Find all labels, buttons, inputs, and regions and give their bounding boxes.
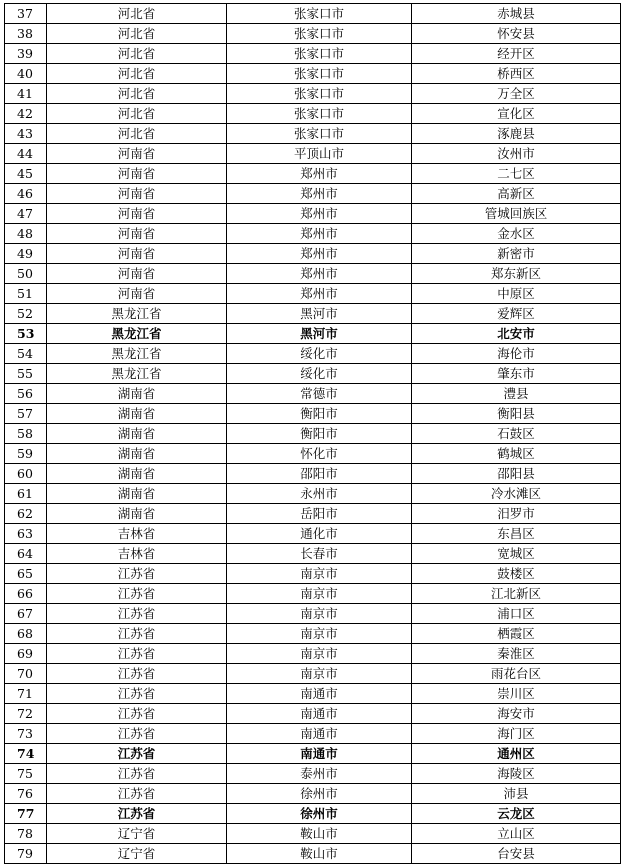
row-number-cell: 68 (5, 624, 47, 644)
province-cell: 湖南省 (47, 484, 227, 504)
county-cell: 鼓楼区 (412, 564, 621, 584)
table-row (5, 104, 621, 124)
province-cell: 黑龙江省 (47, 344, 227, 364)
row-number-cell: 72 (5, 704, 47, 724)
city-cell: 怀化市 (227, 444, 412, 464)
city-cell: 南京市 (227, 584, 412, 604)
city-cell: 邵阳市 (227, 464, 412, 484)
province-cell: 吉林省 (47, 524, 227, 544)
city-cell: 张家口市 (227, 104, 412, 124)
city-cell: 鞍山市 (227, 844, 412, 864)
province-cell: 辽宁省 (47, 824, 227, 844)
county-cell: 汨罗市 (412, 504, 621, 524)
city-cell: 徐州市 (227, 804, 412, 824)
city-cell: 郑州市 (227, 204, 412, 224)
city-cell: 常德市 (227, 384, 412, 404)
table-row (5, 544, 621, 564)
row-number-cell: 53 (5, 324, 47, 344)
row-number-cell: 77 (5, 804, 47, 824)
table-row (5, 244, 621, 264)
province-cell: 黑龙江省 (47, 304, 227, 324)
row-number-cell: 59 (5, 444, 47, 464)
city-cell: 南京市 (227, 624, 412, 644)
row-number-cell: 75 (5, 764, 47, 784)
county-cell: 秦淮区 (412, 644, 621, 664)
table-row (5, 404, 621, 424)
county-cell: 宣化区 (412, 104, 621, 124)
city-cell: 泰州市 (227, 764, 412, 784)
province-cell: 河南省 (47, 244, 227, 264)
county-cell: 海安市 (412, 704, 621, 724)
city-cell: 郑州市 (227, 284, 412, 304)
table-row (5, 504, 621, 524)
table-row (5, 684, 621, 704)
city-cell: 张家口市 (227, 44, 412, 64)
province-cell: 河南省 (47, 224, 227, 244)
county-cell: 石鼓区 (412, 424, 621, 444)
table-row (5, 284, 621, 304)
table-row (5, 364, 621, 384)
county-cell: 管城回族区 (412, 204, 621, 224)
county-cell: 汝州市 (412, 144, 621, 164)
city-cell: 张家口市 (227, 84, 412, 104)
row-number-cell: 54 (5, 344, 47, 364)
row-number-cell: 66 (5, 584, 47, 604)
row-number-cell: 60 (5, 464, 47, 484)
county-cell: 海伦市 (412, 344, 621, 364)
table-row (5, 304, 621, 324)
city-cell: 南京市 (227, 664, 412, 684)
province-cell: 湖南省 (47, 424, 227, 444)
county-cell: 江北新区 (412, 584, 621, 604)
county-cell: 澧县 (412, 384, 621, 404)
province-cell: 江苏省 (47, 724, 227, 744)
table-row (5, 184, 621, 204)
row-number-cell: 67 (5, 604, 47, 624)
county-cell: 肇东市 (412, 364, 621, 384)
table-row (5, 564, 621, 584)
row-number-cell: 70 (5, 664, 47, 684)
city-cell: 绥化市 (227, 344, 412, 364)
city-cell: 黑河市 (227, 304, 412, 324)
city-cell: 南京市 (227, 604, 412, 624)
county-cell: 沛县 (412, 784, 621, 804)
province-cell: 江苏省 (47, 604, 227, 624)
province-cell: 河南省 (47, 164, 227, 184)
county-cell: 海陵区 (412, 764, 621, 784)
table-row (5, 264, 621, 284)
row-number-cell: 73 (5, 724, 47, 744)
city-cell: 郑州市 (227, 244, 412, 264)
region-table-body (5, 4, 621, 864)
province-cell: 江苏省 (47, 784, 227, 804)
row-number-cell: 69 (5, 644, 47, 664)
county-cell: 涿鹿县 (412, 124, 621, 144)
province-cell: 湖南省 (47, 444, 227, 464)
city-cell: 郑州市 (227, 264, 412, 284)
table-row (5, 84, 621, 104)
province-cell: 江苏省 (47, 624, 227, 644)
province-cell: 河南省 (47, 284, 227, 304)
province-cell: 湖南省 (47, 464, 227, 484)
table-row (5, 784, 621, 804)
row-number-cell: 58 (5, 424, 47, 444)
table-row (5, 524, 621, 544)
row-number-cell: 39 (5, 44, 47, 64)
province-cell: 江苏省 (47, 684, 227, 704)
province-cell: 河北省 (47, 44, 227, 64)
province-cell: 湖南省 (47, 504, 227, 524)
row-number-cell: 44 (5, 144, 47, 164)
province-cell: 江苏省 (47, 704, 227, 724)
row-number-cell: 65 (5, 564, 47, 584)
county-cell: 云龙区 (412, 804, 621, 824)
table-row (5, 44, 621, 64)
table-row (5, 744, 621, 764)
county-cell: 新密市 (412, 244, 621, 264)
province-cell: 江苏省 (47, 804, 227, 824)
city-cell: 张家口市 (227, 124, 412, 144)
table-row (5, 844, 621, 864)
county-cell: 衡阳县 (412, 404, 621, 424)
table-row (5, 464, 621, 484)
row-number-cell: 42 (5, 104, 47, 124)
city-cell: 衡阳市 (227, 404, 412, 424)
county-cell: 栖霞区 (412, 624, 621, 644)
county-cell: 东昌区 (412, 524, 621, 544)
province-cell: 江苏省 (47, 664, 227, 684)
province-cell: 河北省 (47, 84, 227, 104)
province-cell: 河南省 (47, 264, 227, 284)
county-cell: 万全区 (412, 84, 621, 104)
county-cell: 北安市 (412, 324, 621, 344)
row-number-cell: 51 (5, 284, 47, 304)
table-row (5, 344, 621, 364)
county-cell: 高新区 (412, 184, 621, 204)
city-cell: 南通市 (227, 684, 412, 704)
county-cell: 冷水滩区 (412, 484, 621, 504)
county-cell: 台安县 (412, 844, 621, 864)
county-cell: 立山区 (412, 824, 621, 844)
city-cell: 长春市 (227, 544, 412, 564)
province-cell: 黑龙江省 (47, 324, 227, 344)
row-number-cell: 41 (5, 84, 47, 104)
row-number-cell: 57 (5, 404, 47, 424)
table-row (5, 384, 621, 404)
city-cell: 通化市 (227, 524, 412, 544)
city-cell: 南京市 (227, 644, 412, 664)
row-number-cell: 46 (5, 184, 47, 204)
table-row (5, 804, 621, 824)
city-cell: 南通市 (227, 724, 412, 744)
city-cell: 张家口市 (227, 24, 412, 44)
table-row (5, 324, 621, 344)
province-cell: 辽宁省 (47, 844, 227, 864)
county-cell: 浦口区 (412, 604, 621, 624)
city-cell: 徐州市 (227, 784, 412, 804)
table-row (5, 164, 621, 184)
province-cell: 黑龙江省 (47, 364, 227, 384)
province-cell: 江苏省 (47, 584, 227, 604)
table-row (5, 144, 621, 164)
row-number-cell: 71 (5, 684, 47, 704)
province-cell: 河南省 (47, 184, 227, 204)
table-row (5, 724, 621, 744)
county-cell: 雨花台区 (412, 664, 621, 684)
row-number-cell: 37 (5, 4, 47, 24)
table-row (5, 484, 621, 504)
province-cell: 江苏省 (47, 764, 227, 784)
row-number-cell: 48 (5, 224, 47, 244)
table-row (5, 224, 621, 244)
row-number-cell: 40 (5, 64, 47, 84)
table-row (5, 764, 621, 784)
row-number-cell: 63 (5, 524, 47, 544)
province-cell: 湖南省 (47, 404, 227, 424)
city-cell: 平顶山市 (227, 144, 412, 164)
city-cell: 永州市 (227, 484, 412, 504)
county-cell: 鹤城区 (412, 444, 621, 464)
table-row (5, 644, 621, 664)
county-cell: 爱辉区 (412, 304, 621, 324)
county-cell: 通州区 (412, 744, 621, 764)
city-cell: 郑州市 (227, 164, 412, 184)
table-row (5, 584, 621, 604)
row-number-cell: 78 (5, 824, 47, 844)
county-cell: 怀安县 (412, 24, 621, 44)
city-cell: 南通市 (227, 704, 412, 724)
city-cell: 黑河市 (227, 324, 412, 344)
county-cell: 邵阳县 (412, 464, 621, 484)
row-number-cell: 74 (5, 744, 47, 764)
province-cell: 河北省 (47, 24, 227, 44)
city-cell: 郑州市 (227, 224, 412, 244)
row-number-cell: 49 (5, 244, 47, 264)
county-cell: 崇川区 (412, 684, 621, 704)
table-row (5, 4, 621, 24)
row-number-cell: 64 (5, 544, 47, 564)
table-row (5, 444, 621, 464)
row-number-cell: 43 (5, 124, 47, 144)
city-cell: 张家口市 (227, 64, 412, 84)
city-cell: 鞍山市 (227, 824, 412, 844)
county-cell: 赤城县 (412, 4, 621, 24)
county-cell: 郑东新区 (412, 264, 621, 284)
county-cell: 桥西区 (412, 64, 621, 84)
row-number-cell: 52 (5, 304, 47, 324)
province-cell: 河南省 (47, 144, 227, 164)
province-cell: 河北省 (47, 104, 227, 124)
table-row (5, 664, 621, 684)
table-row (5, 24, 621, 44)
province-cell: 河北省 (47, 124, 227, 144)
row-number-cell: 55 (5, 364, 47, 384)
county-cell: 中原区 (412, 284, 621, 304)
city-cell: 张家口市 (227, 4, 412, 24)
row-number-cell: 76 (5, 784, 47, 804)
province-cell: 吉林省 (47, 544, 227, 564)
city-cell: 绥化市 (227, 364, 412, 384)
county-cell: 金水区 (412, 224, 621, 244)
table-row (5, 704, 621, 724)
county-cell: 经开区 (412, 44, 621, 64)
province-cell: 江苏省 (47, 744, 227, 764)
region-table (4, 3, 621, 864)
city-cell: 岳阳市 (227, 504, 412, 524)
city-cell: 南通市 (227, 744, 412, 764)
county-cell: 海门区 (412, 724, 621, 744)
row-number-cell: 62 (5, 504, 47, 524)
table-row (5, 424, 621, 444)
row-number-cell: 79 (5, 844, 47, 864)
province-cell: 河南省 (47, 204, 227, 224)
row-number-cell: 50 (5, 264, 47, 284)
table-row (5, 124, 621, 144)
table-row (5, 204, 621, 224)
row-number-cell: 45 (5, 164, 47, 184)
table-row (5, 64, 621, 84)
province-cell: 江苏省 (47, 564, 227, 584)
city-cell: 衡阳市 (227, 424, 412, 444)
row-number-cell: 47 (5, 204, 47, 224)
city-cell: 南京市 (227, 564, 412, 584)
city-cell: 郑州市 (227, 184, 412, 204)
table-row (5, 624, 621, 644)
row-number-cell: 61 (5, 484, 47, 504)
county-cell: 宽城区 (412, 544, 621, 564)
county-cell: 二七区 (412, 164, 621, 184)
province-cell: 河北省 (47, 64, 227, 84)
table-row (5, 824, 621, 844)
row-number-cell: 56 (5, 384, 47, 404)
table-row (5, 604, 621, 624)
row-number-cell: 38 (5, 24, 47, 44)
province-cell: 湖南省 (47, 384, 227, 404)
province-cell: 江苏省 (47, 644, 227, 664)
province-cell: 河北省 (47, 4, 227, 24)
